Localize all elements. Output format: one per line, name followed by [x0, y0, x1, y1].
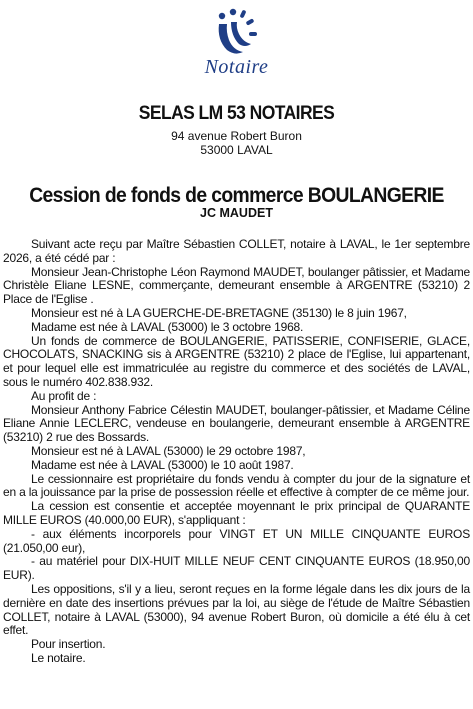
firm-address-line2: 53000 LAVAL	[200, 143, 273, 157]
firm-name: SELAS LM 53 NOTAIRES	[138, 103, 335, 124]
paragraph: Madame est née à LAVAL (53000) le 10 août 1987.	[31, 457, 294, 472]
firm-header	[0, 103, 473, 157]
paragraph: Madame est née à LAVAL (53000) le 3 octobre 1968.	[31, 319, 304, 334]
paragraph: - au matériel pour DIX-HUIT MILLE NEUF CENT CINQUANTE EUROS (18.950,00 EUR).	[3, 554, 470, 583]
notaire-emblem-icon	[213, 6, 261, 58]
notaire-logo	[0, 6, 473, 79]
paragraph: Monsieur est né à LA GUERCHE-DE-BRETAGNE (35130) le 8 juin 1967,	[31, 305, 407, 320]
paragraph: Au profit de :	[31, 388, 97, 403]
notice-subtitle: JC MAUDET	[200, 206, 273, 220]
firm-address-line1: 94 avenue Robert Buron	[171, 129, 302, 143]
notice-title-block	[0, 183, 473, 220]
logo-wordmark: Notaire	[204, 56, 269, 78]
notice-body	[3, 238, 470, 666]
paragraph: Les oppositions, s'il y a lieu, seront reçues en la forme légale dans les dix jours de la dernière en date des insertions prévues par la loi, au siège de l'étude de Maître Sébastien COLLET, notaire à LAVAL (53000), 94 avenue Robert Buron, où domicile a été élu à cet effet.	[3, 581, 470, 638]
paragraph: - aux éléments incorporels pour VINGT ET UN MILLE CINQUANTE EUROS (21.050,00 eur),	[3, 526, 470, 555]
paragraph: Le cessionnaire est propriétaire du fonds vendu à compter du jour de la signature et en a la jouissance par la prise de possession réelle et effective à compter de ce même jour.	[3, 471, 470, 500]
paragraph: Le notaire.	[31, 650, 86, 665]
paragraph: Suivant acte reçu par Maître Sébastien COLLET, notaire à LAVAL, le 1er septembre 2026, a été cédé par :	[3, 237, 470, 265]
paragraph: Monsieur Anthony Fabrice Célestin MAUDET, boulanger-pâtissier, et Madame Céline Eliane Annie LECLERC, vendeuse en boulangerie, demeurant ensemble à ARGENTRE (53210) 2 rue des Bossards.	[3, 402, 470, 445]
paragraph: Pour insertion.	[31, 637, 106, 652]
paragraph: Monsieur est né à LAVAL (53000) le 29 octobre 1987,	[31, 443, 306, 458]
paragraph: Un fonds de commerce de BOULANGERIE, PATISSERIE, CONFISERIE, GLACE, CHOCOLATS, SNACKING sis à ARGENTRE (53210) 2 place de l'Eglise, lui appartenant, et pour lequel elle est immatriculée au registre du commerce et des sociétés de LAVAL, sous le numéro 402.838.932.	[3, 333, 470, 389]
notice-title: Cession de fonds de commerce BOULANGERIE	[29, 183, 444, 207]
paragraph: Monsieur Jean-Christophe Léon Raymond MAUDET, boulanger pâtissier, et Madame Christèle Eliane LESNE, commerçante, demeurant ensemble à ARGENTRE (53210) 2 Place de l'Eglise .	[3, 264, 470, 307]
paragraph: La cession est consentie et acceptée moyennant le prix principal de QUARANTE MILLE EUROS (40.000,00 EUR), s'appliquant :	[3, 499, 470, 527]
